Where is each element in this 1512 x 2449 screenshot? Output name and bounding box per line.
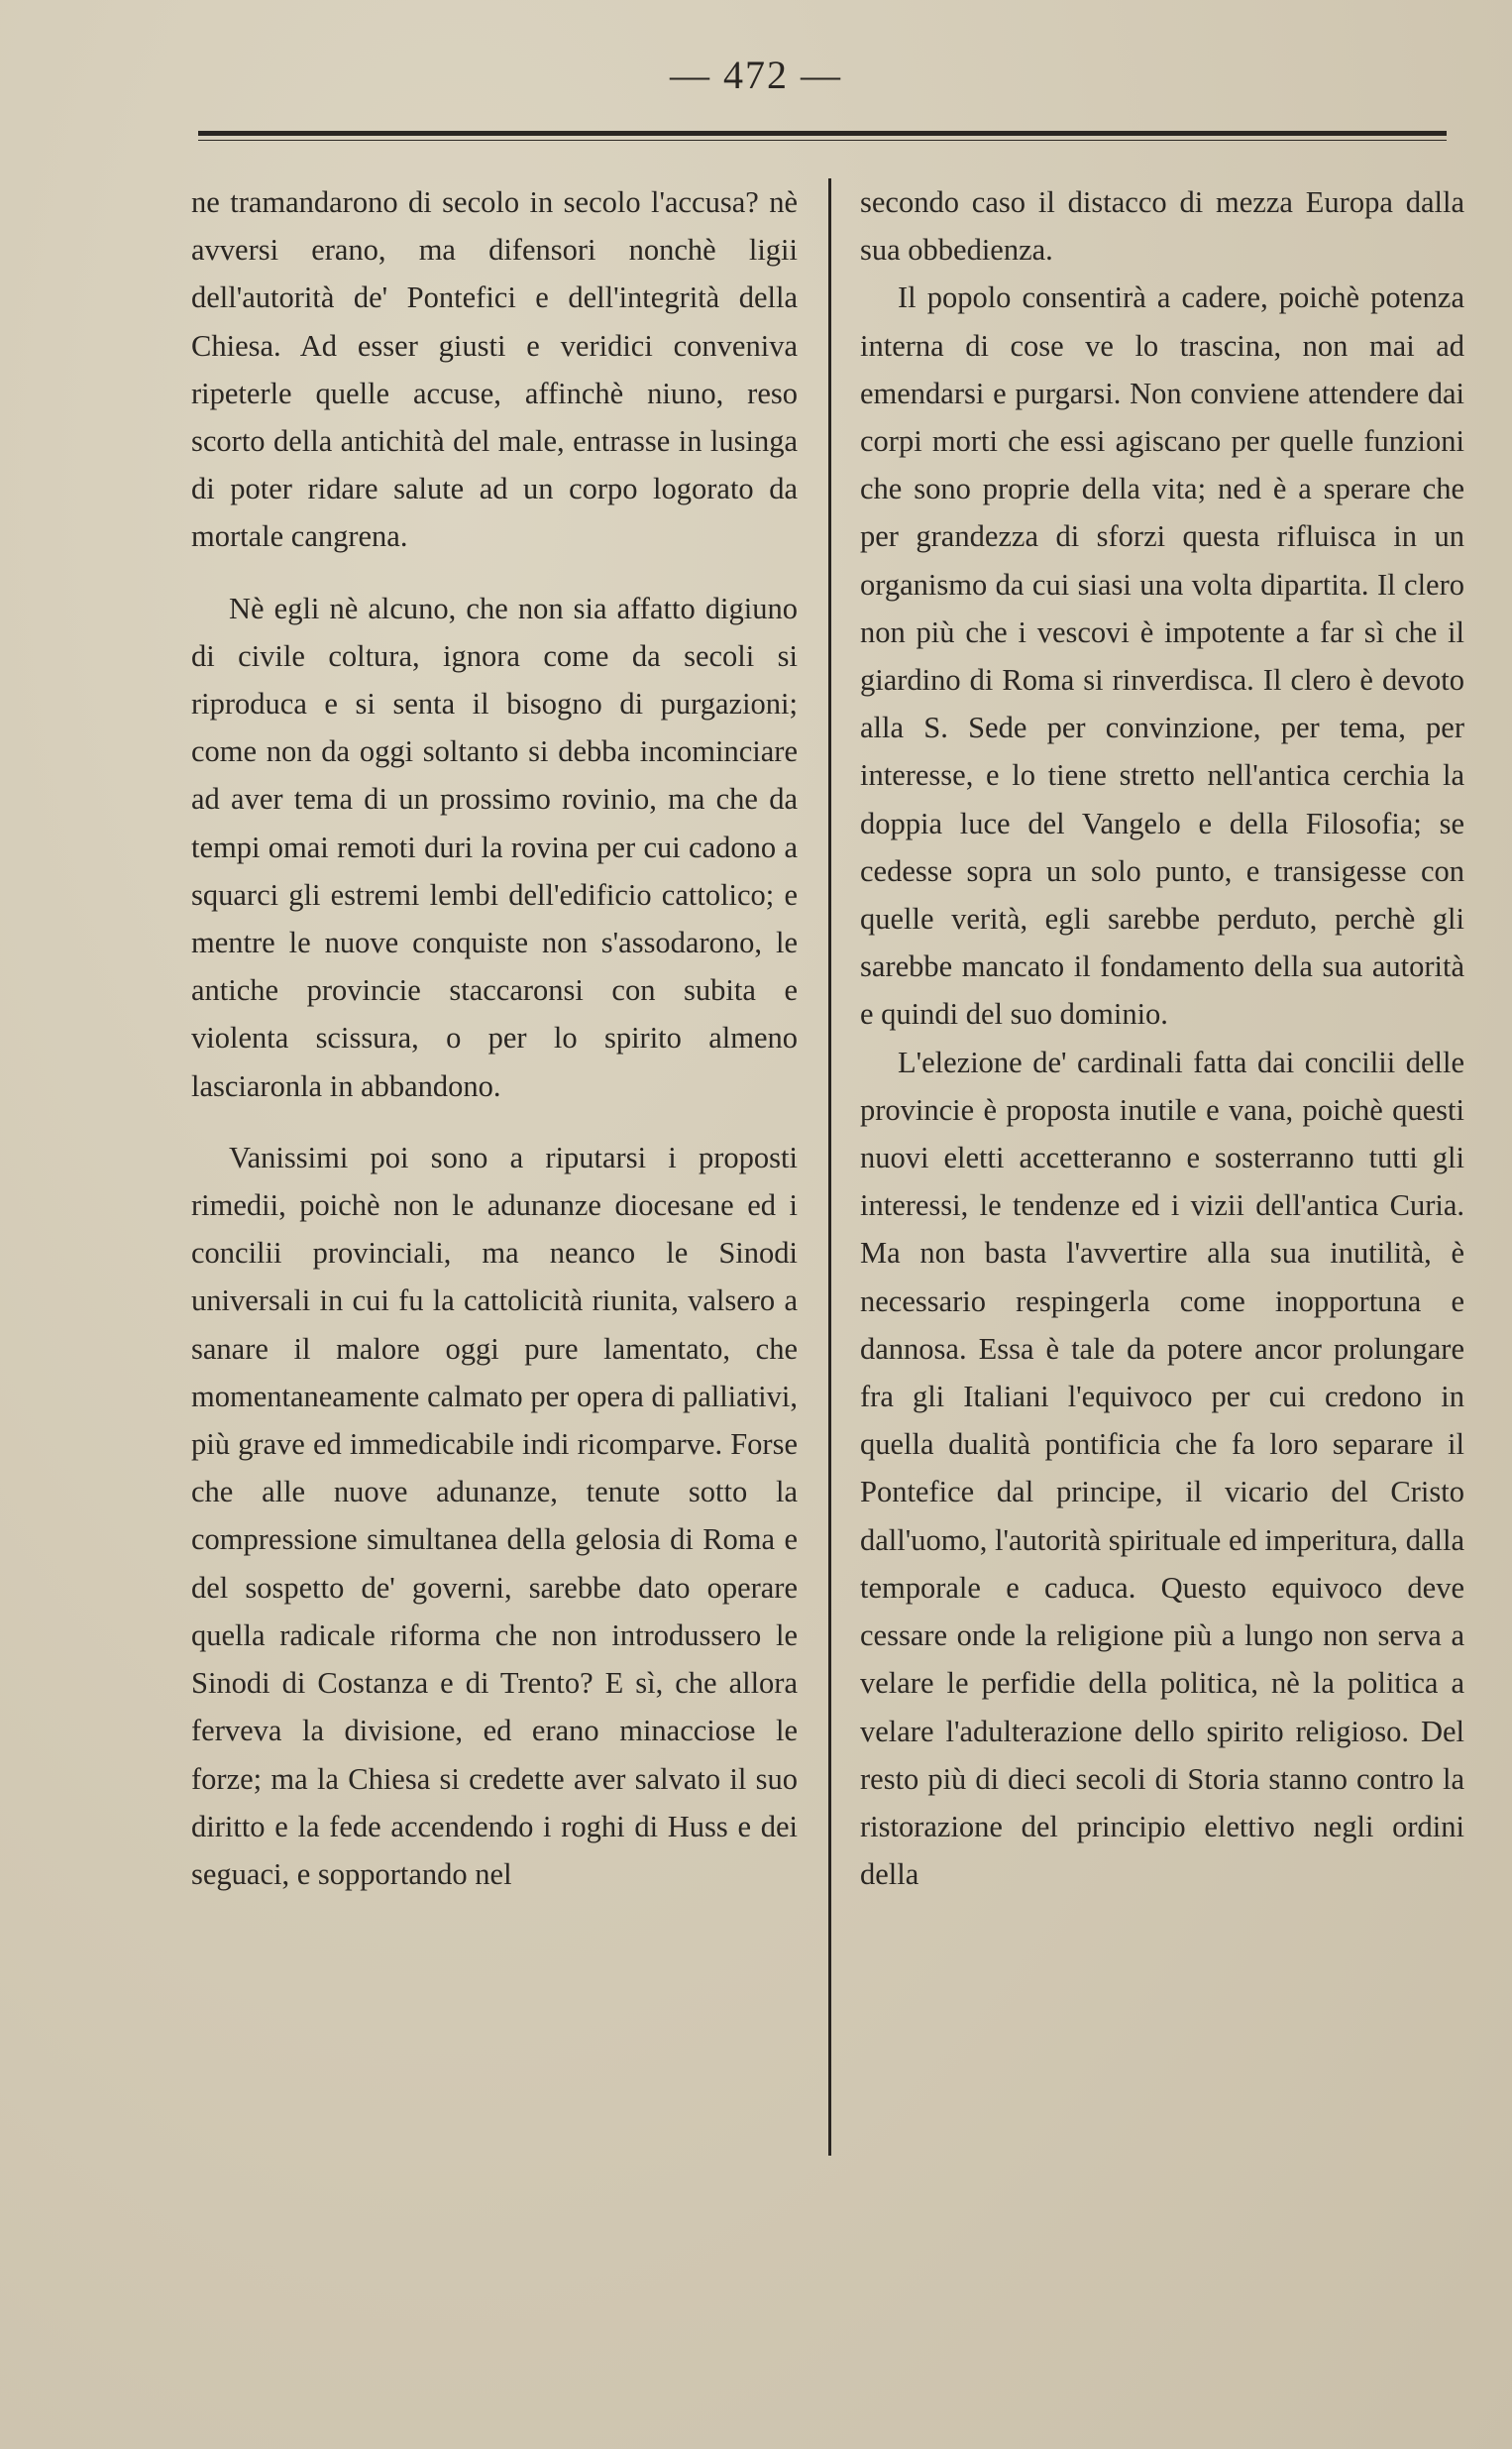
left-column <box>191 178 798 1898</box>
paragraph: Nè egli nè alcuno, che non sia affatto digiuno di civile coltura, ignora come da secoli si riproduca e si senta il bisogno di purgazioni; come non da oggi soltanto si debba incominciare ad aver tema di un prossimo rovinio, ma che da tempi omai remoti duri la rovina per cui cadono a squarci gli estremi lembi dell'edificio cattolico; e mentre le nuove conquiste non s'assodarono, le antiche provincie staccaronsi con subita e violenta scissura, o per lo spirito almeno lasciaronla in abbandono. <box>191 591 798 1103</box>
paragraph: ne tramandarono di secolo in secolo l'accusa? nè avversi erano, ma difensori nonchè ligii dell'autorità de' Pontefici e dell'integrità della Chiesa. Ad esser giusti e veridici conveniva ripeterle quelle accuse, affinchè niuno, reso scorto della antichità del male, entrasse in lusinga di poter ridare salute ad un corpo logorato da mortale cangrena. <box>191 185 798 554</box>
column-divider <box>828 178 831 2156</box>
paragraph: L'elezione de' cardinali fatta dai concilii delle provincie è proposta inutile e vana, poichè questi nuovi eletti accetteranno e sosterranno tutti gli interessi, le tendenze ed i vizii dell'antica Curia. Ma non basta l'avvertire alla sua inutilità, è necessario respingerla come inopportuna e dannosa. Essa è tale da potere ancor prolungare fra gli Italiani l'equivoco per cui credono in quella dualità pontificia che fa loro separare il Pontefice dal principe, il vicario del Cristo dall'uomo, l'autorità spirituale ed imperitura, dalla temporale e caduca. Questo equivoco deve cessare onde la religione più a lungo non serva a velare le perfidie della politica, nè la politica a velare l'adulterazione dello spirito religioso. Del resto più di dieci secoli di Storia stanno contro la ristorazione del principio elettivo negli ordini della <box>860 1045 1464 1892</box>
page-number: — 472 — <box>670 53 842 97</box>
right-column <box>860 178 1464 1898</box>
header-rule <box>198 131 1447 136</box>
paragraph: Vanissimi poi sono a riputarsi i proposti rimedii, poichè non le adunanze diocesane ed i concilii provinciali, ma neanco le Sinodi universali in cui fu la cattolicità riunita, valsero a sanare il malore oggi pure lamentato, che momentaneamente calmato per opera di palliativi, più grave ed immedicabile indi ricomparve. Forse che alle nuove adunanze, tenute sotto la compressione simultanea della gelosia di Roma e del sospetto de' governi, sarebbe dato operare quella radicale riforma che non introdussero le Sinodi di Costanza e di Trento? E sì, che allora ferveva la divisione, ed erano minacciose le forze; ma la Chiesa si credette aver salvato il suo diritto e la fede accendendo i roghi di Huss e dei seguaci, e sopportando nel <box>191 1140 798 1891</box>
paragraph: secondo caso il distacco di mezza Europa dalla sua obbedienza. <box>860 185 1464 268</box>
paragraph: Il popolo consentirà a cadere, poichè potenza interna di cose ve lo trascina, non mai ad emendarsi e purgarsi. Non conviene attendere dai corpi morti che essi agiscano per quelle funzioni che sono proprie della vita; ned è a sperare che per grandezza di sforzi questa rifluisca in un organismo da cui siasi una volta dipartita. Il clero non più che i vescovi è impotente a far sì che il giardino di Roma si rinverdisca. Il clero è devoto alla S. Sede per convinzione, per tema, per interesse, e lo tiene stretto nell'antica cerchia la doppia luce del Vangelo e della Filosofia; se cedesse sopra un solo punto, e transigesse con quelle verità, egli sarebbe perduto, perchè gli sarebbe mancato il fondamento della sua autorità e quindi del suo dominio. <box>860 280 1464 1032</box>
